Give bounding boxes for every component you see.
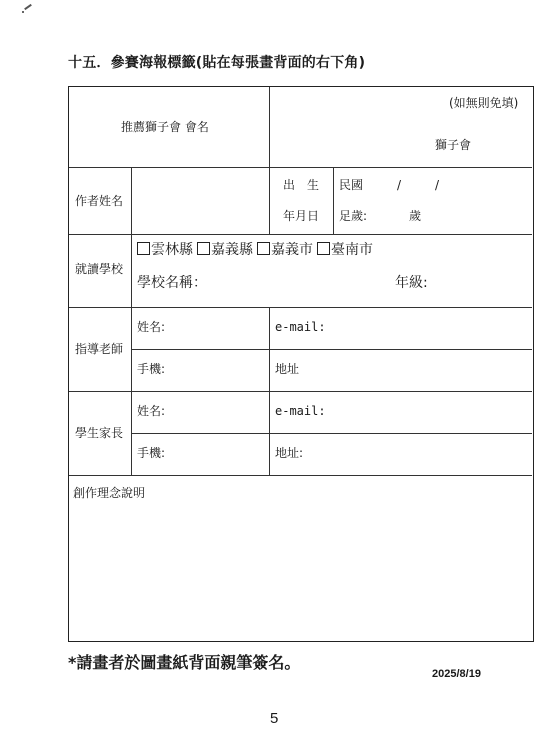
date-separator: / — [397, 178, 402, 192]
teacher-email-label: e-mail: — [275, 320, 326, 334]
age-unit: 歲 — [409, 209, 422, 223]
column-divider — [269, 307, 270, 475]
row-divider — [131, 349, 532, 350]
birth-label: 出 生 — [283, 178, 320, 192]
grade-label: 年級: — [395, 275, 428, 291]
entry-label-form — [68, 86, 534, 642]
county-option[interactable]: 嘉義縣 — [197, 242, 253, 258]
club-label: 推薦獅子會 會名 — [121, 120, 209, 134]
document-date: 2025/8/19 — [432, 668, 481, 680]
parent-label: 學生家長 — [75, 426, 124, 440]
county-option[interactable]: 臺南市 — [317, 242, 373, 258]
parent-email-label: e-mail: — [275, 404, 326, 418]
scan-mark — [24, 4, 32, 10]
county-option[interactable]: 嘉義市 — [257, 242, 313, 258]
roc-era-label: 民國 — [339, 178, 364, 192]
club-exempt-note: (如無則免填) — [449, 96, 519, 110]
scan-dot — [22, 11, 24, 13]
club-suffix: 獅子會 — [435, 138, 472, 152]
parent-phone-label: 手機: — [137, 446, 166, 460]
column-divider — [269, 167, 270, 234]
page-number: 5 — [270, 710, 279, 727]
parent-name-label: 姓名: — [137, 404, 166, 418]
author-name-label: 作者姓名 — [75, 194, 124, 208]
concept-label: 創作理念說明 — [73, 486, 146, 500]
school-name-label: 學校名稱： — [137, 275, 207, 291]
signature-note: *請畫者於圖畫紙背面親筆簽名。 — [68, 653, 301, 672]
column-divider — [269, 87, 270, 167]
row-divider — [69, 391, 532, 392]
birth-date-label: 年月日 — [283, 209, 320, 223]
row-divider — [131, 433, 532, 434]
teacher-phone-label: 手機: — [137, 362, 166, 376]
county-option[interactable]: 雲林縣 — [137, 242, 193, 258]
checkbox-icon[interactable] — [197, 242, 210, 255]
column-divider — [333, 167, 334, 234]
checkbox-icon[interactable] — [317, 242, 330, 255]
teacher-address-label: 地址 — [275, 362, 300, 376]
county-options — [137, 242, 377, 257]
age-label: 足歲: — [339, 209, 368, 223]
checkbox-icon[interactable] — [137, 242, 150, 255]
date-separator: / — [435, 178, 440, 192]
parent-address-label: 地址: — [275, 446, 304, 460]
section-heading: 十五．參賽海報標籤(貼在每張畫背面的右下角) — [68, 55, 366, 71]
row-divider — [69, 475, 532, 476]
row-divider — [69, 307, 532, 308]
teacher-label: 指導老師 — [75, 342, 124, 356]
teacher-name-label: 姓名: — [137, 320, 166, 334]
column-divider — [131, 167, 132, 475]
row-divider — [69, 167, 532, 168]
checkbox-icon[interactable] — [257, 242, 270, 255]
row-divider — [69, 234, 532, 235]
school-label: 就讀學校 — [75, 262, 124, 276]
